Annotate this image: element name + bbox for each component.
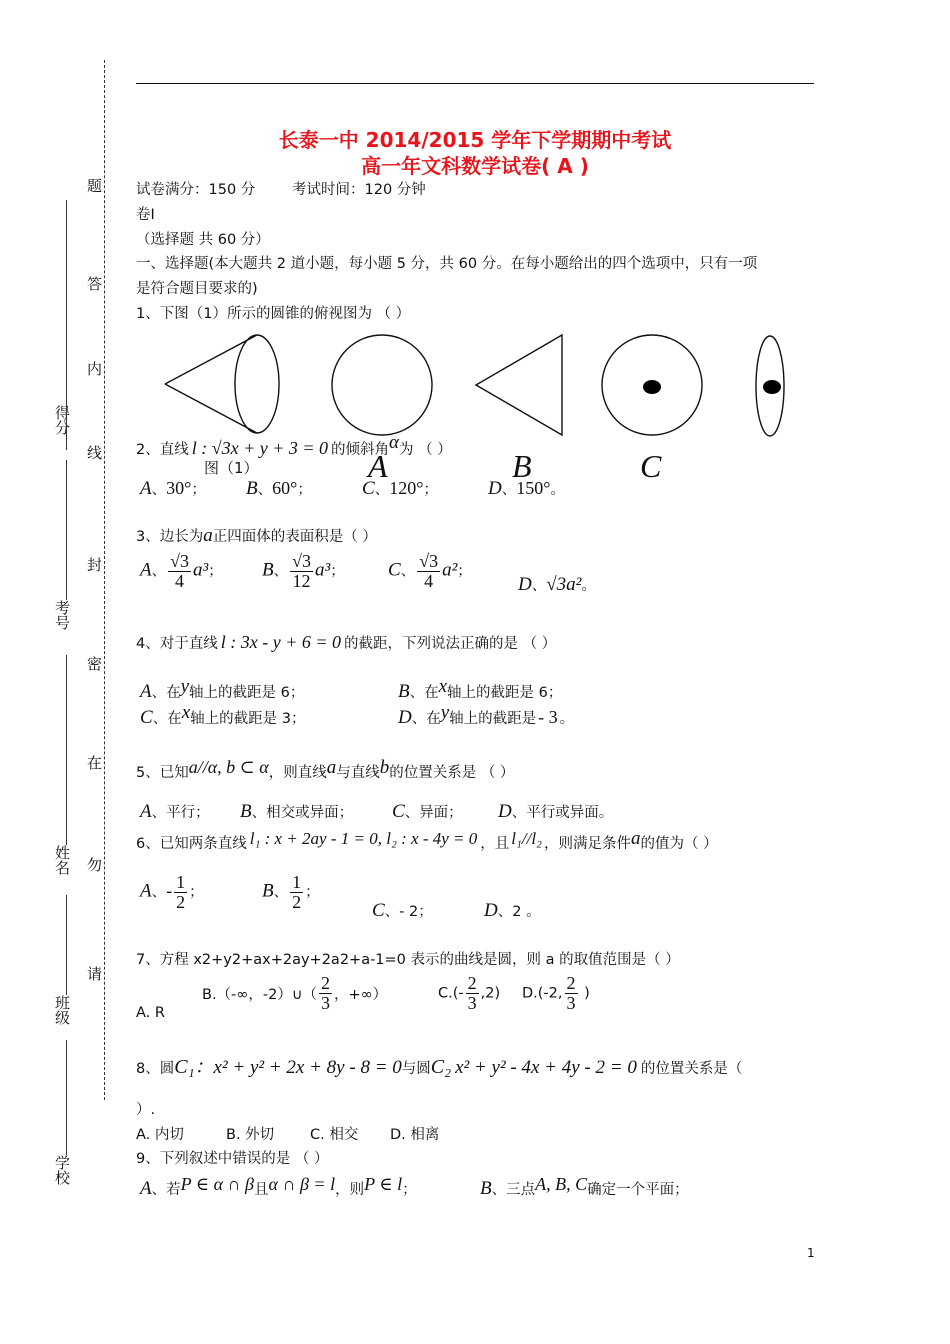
q8-option-d: D. 相离 bbox=[390, 1127, 440, 1143]
q2-prefix: 2、直线 bbox=[136, 442, 189, 458]
class-blank[interactable] bbox=[66, 895, 67, 995]
q7-option-a: A. R bbox=[136, 1005, 165, 1021]
q5-option-b: B、相交或异面； bbox=[240, 801, 354, 822]
q2-mid: 的倾斜角 bbox=[331, 442, 390, 458]
page-number: 1 bbox=[807, 1246, 815, 1260]
class-label: 班级 bbox=[53, 995, 71, 1025]
option-a-circle bbox=[332, 335, 432, 435]
section-note: （选择题 共 60 分） bbox=[136, 232, 270, 248]
q2-alpha: α bbox=[389, 432, 400, 453]
q2-option-b: B、60°； bbox=[246, 478, 312, 499]
q2-option-c: C、120°； bbox=[362, 478, 438, 499]
score-blank[interactable] bbox=[66, 200, 67, 450]
option-d-dot bbox=[763, 380, 781, 394]
q8-wrap: ）. bbox=[136, 1102, 156, 1118]
option-label-b: B bbox=[512, 448, 532, 484]
name-blank[interactable] bbox=[66, 655, 67, 845]
instruction-line-2: 是符合题目要求的) bbox=[136, 281, 258, 297]
question-2 bbox=[136, 432, 452, 459]
full-score: 试卷满分：150 分 bbox=[136, 182, 256, 198]
q3-option-b: B、 $\frac{√3}{12}$ a³； bbox=[262, 551, 345, 591]
q9-option-a: A、若P ∈ α ∩ β且α ∩ β = l，则P ∈ l； bbox=[140, 1174, 417, 1199]
exam-number-blank[interactable] bbox=[66, 460, 67, 600]
q6-option-c: C、- 2； bbox=[372, 900, 433, 921]
q3-option-d: D、√3a²。 bbox=[518, 574, 596, 595]
sidebar-char: 请 bbox=[87, 965, 103, 983]
instruction-line-1: 一、选择题(本大题共 2 道小题，每小题 5 分，共 60 分。在每小题给出的四个选项中，只有一项 bbox=[136, 256, 758, 272]
sidebar-char: 线 bbox=[87, 444, 103, 462]
question-8: 8、圆C₁：x² + y² + 2x + 8y - 8 = 0与圆C₂ x² + y² - 4x + 4y - 2 = 0 的位置关系是（ bbox=[136, 1056, 743, 1078]
question-3: 3、边长为a正四面体的表面积是（ ） bbox=[136, 525, 377, 546]
q2-option-d: D、150°。 bbox=[488, 478, 565, 499]
q7-option-d: D.(-2, $\frac{2}{3}$ ) bbox=[522, 973, 590, 1013]
q8-option-c: C. 相交 bbox=[310, 1127, 359, 1143]
figure-caption: 图（1） bbox=[204, 459, 259, 477]
q7-option-c: C.(- $\frac{2}{3}$ ,2) bbox=[438, 973, 501, 1013]
q7-option-b: B.（-∞，-2）∪（ $\frac{2}{3}$ ，+∞） bbox=[202, 973, 388, 1013]
q5-option-a: A、平行； bbox=[140, 801, 210, 822]
q3-option-c: C、 $\frac{√3}{4}$ a²； bbox=[388, 551, 472, 591]
q4-option-b: B、在x轴上的截距是 6； bbox=[398, 676, 563, 702]
q6-option-d: D、2 。 bbox=[484, 900, 541, 921]
q6-option-b: B、 $\frac{1}{2}$ ； bbox=[262, 872, 320, 912]
exam-time: 考试时间：120 分钟 bbox=[292, 182, 426, 198]
sidebar-char: 封 bbox=[87, 556, 103, 574]
sidebar-char: 在 bbox=[87, 754, 103, 772]
exam-number-label: 考号 bbox=[53, 600, 71, 630]
option-label-a: A bbox=[368, 448, 388, 484]
page-title: 长泰一中 2014/2015 学年下学期期中考试 bbox=[278, 128, 672, 152]
volume-label: 卷I bbox=[136, 207, 155, 223]
cone-figure bbox=[165, 335, 279, 433]
sidebar-char: 内 bbox=[87, 360, 103, 378]
score-label: 得分 bbox=[53, 405, 71, 435]
binding-line bbox=[104, 60, 105, 1100]
option-b-triangle bbox=[476, 335, 562, 435]
q2-suffix: 为 （ ） bbox=[399, 442, 452, 458]
option-label-c: C bbox=[640, 448, 662, 484]
q8-option-b: B. 外切 bbox=[226, 1127, 275, 1143]
q2-formula: l : √3x + y + 3 = 0 bbox=[191, 438, 329, 458]
question-6: 6、已知两条直线 l₁ : x + 2ay - 1 = 0, l₂ : x - 4y = 0 ，且 l₁//l₂ ，则满足条件a的值为（ ） bbox=[136, 828, 718, 852]
q4-option-c: C、在x轴上的截距是 3； bbox=[140, 702, 306, 728]
school-label: 学校 bbox=[53, 1155, 71, 1185]
q3-option-a: A、 $\frac{√3}{4}$ a³； bbox=[140, 551, 223, 591]
option-c-dot bbox=[643, 380, 661, 394]
question-7: 7、方程 x2+y2+ax+2ay+2a2+a-1=0 表示的曲线是圆，则 a 的取值范围是（ ） bbox=[136, 952, 680, 968]
q4-option-a: A、在y轴上的截距是 6； bbox=[140, 676, 305, 702]
q8-option-a: A. 内切 bbox=[136, 1127, 184, 1143]
name-label: 姓名 bbox=[53, 845, 71, 875]
q9-option-b: B、三点A, B, C确定一个平面； bbox=[480, 1174, 689, 1199]
sidebar-char: 勿 bbox=[87, 856, 103, 874]
q5-option-d: D、平行或异面。 bbox=[498, 801, 614, 822]
q2-option-a: A、30°； bbox=[140, 478, 206, 499]
sidebar-char: 密 bbox=[87, 655, 103, 673]
question-1: 1、下图（1）所示的圆锥的俯视图为 （ ） bbox=[136, 306, 411, 322]
q4-option-d: D、在y轴上的截距是 - 3 。 bbox=[398, 702, 575, 728]
q6-option-a: A、- $\frac{1}{2}$ ； bbox=[140, 872, 204, 912]
q5-option-c: C、异面； bbox=[392, 801, 463, 822]
question-5: 5、已知a//α, b ⊂ α，则直线a与直线b的位置关系是 （ ） bbox=[136, 757, 515, 781]
page-subtitle: 高一年文科数学试卷( A ) bbox=[361, 154, 589, 178]
school-blank[interactable] bbox=[66, 1040, 67, 1155]
sidebar-char: 答 bbox=[87, 275, 103, 293]
sidebar-char: 题 bbox=[87, 177, 103, 195]
header-rule bbox=[136, 83, 814, 84]
question-9: 9、下列叙述中错误的是 （ ） bbox=[136, 1151, 329, 1167]
question-4: 4、对于直线 l : 3x - y + 6 = 0 的截距，下列说法正确的是 （ ） bbox=[136, 632, 557, 652]
